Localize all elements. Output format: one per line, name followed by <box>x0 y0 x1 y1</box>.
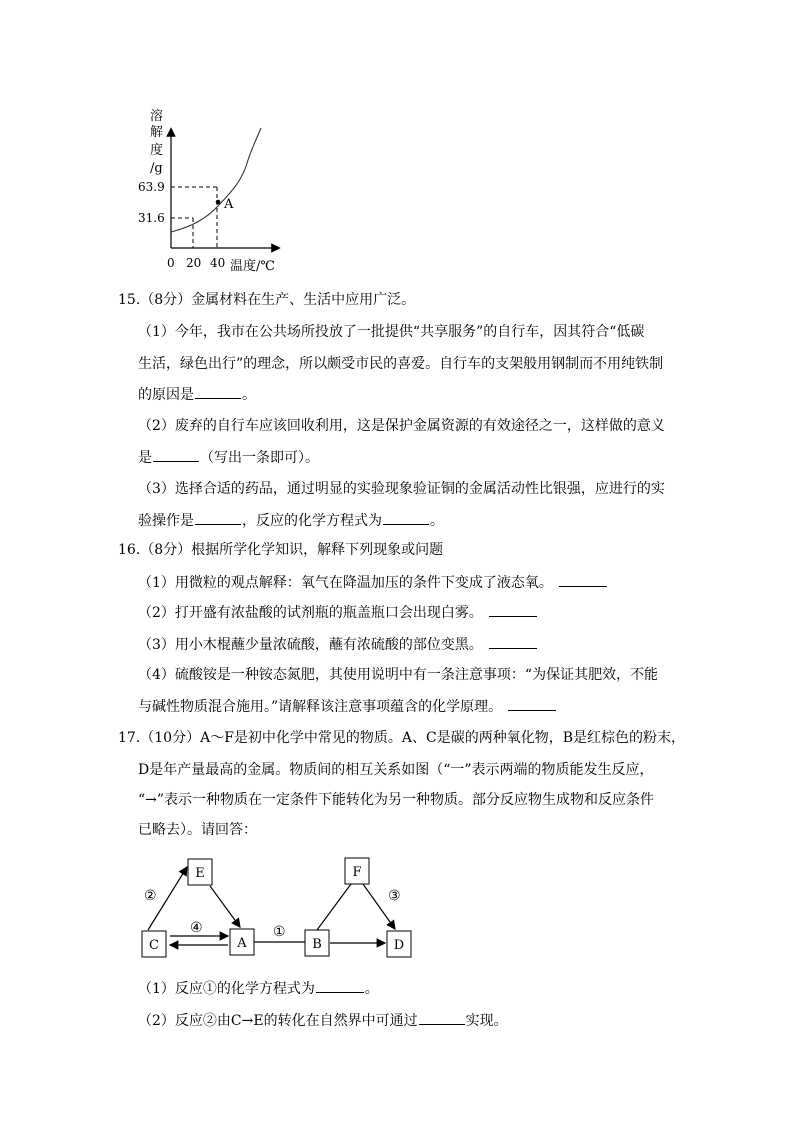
q15-p1-line3 <box>138 384 256 405</box>
q17-sub1 <box>138 978 379 999</box>
ylabel-char-3: 度 <box>150 143 164 158</box>
label-r3: ③ <box>388 888 401 904</box>
q17-sub2 <box>138 1010 508 1031</box>
label-r2: ② <box>144 888 157 904</box>
q15-p1-line2: 生活，绿色出行”的理念，所以颇受市民的喜爱。自行车的支架般用钢制而不用纯铁制 <box>138 356 664 372</box>
x-axis-label: 温度/℃ <box>230 259 275 274</box>
answer-blank[interactable] <box>195 510 241 525</box>
q15-p3-text-a: 验操作是 <box>138 513 194 529</box>
q17-sub2-text-b: 实现。 <box>465 1013 508 1029</box>
q15-p2-text-b: （写出一条即可）。 <box>200 450 319 466</box>
answer-blank[interactable] <box>559 572 607 587</box>
q15-p2-line1: （2）废弃的自行车应该回收利用，这是保护金属资源的有效途径之一，这样做的意义 <box>138 418 665 434</box>
q16-p3 <box>138 634 538 655</box>
answer-blank[interactable] <box>153 447 199 462</box>
box-c <box>142 931 166 957</box>
x-tick-20: 20 <box>186 256 202 270</box>
svg-text:A: A <box>237 936 247 951</box>
q15-p1-text: 的原因是 <box>138 387 194 403</box>
q15-p3-text-b: ，反应的化学方程式为 <box>242 513 382 529</box>
y-tick-31-6: 31.6 <box>138 211 165 225</box>
answer-blank[interactable] <box>489 634 537 649</box>
q17-line2: D是年产量最高的金属。物质间的相互关系如图（“一”表示两端的物质能发生反应， <box>138 762 654 778</box>
q16-p4-line2 <box>138 696 557 717</box>
x-tick-0: 0 <box>167 256 175 270</box>
box-e <box>188 859 212 885</box>
q16-p1 <box>138 572 608 593</box>
link-f-b <box>317 884 351 930</box>
q15-p3-text-c: 。 <box>430 513 444 529</box>
svg-text:E: E <box>195 866 205 881</box>
q16-p4-text: 与碱性物质混合施用。”请解释该注意事项蕴含的化学原理。 <box>138 699 503 715</box>
q16-p3-text: （3）用小木棍蘸少量浓硫酸，蘸有浓硫酸的部位变黑。 <box>138 637 483 653</box>
arrow-e-to-a <box>210 886 240 927</box>
label-r4: ④ <box>190 920 203 936</box>
relationship-diagram <box>130 850 430 965</box>
answer-blank[interactable] <box>419 1010 465 1025</box>
q17-sub2-text-a: （2）反应②由C→E的转化在自然界中可通过 <box>138 1013 418 1029</box>
label-r1: ① <box>273 924 286 940</box>
ylabel-char-2: 解 <box>150 125 164 140</box>
box-b <box>305 930 329 956</box>
x-tick-40: 40 <box>210 256 226 270</box>
answer-blank[interactable] <box>195 384 241 399</box>
point-a <box>216 200 221 205</box>
answer-blank[interactable] <box>383 510 429 525</box>
q16-header: 16.（8分）根据所学化学知识，解释下列现象或问题 <box>118 542 444 558</box>
q15-p2-text-a: 是 <box>138 450 152 466</box>
svg-text:D: D <box>393 938 405 953</box>
box-a <box>230 929 254 955</box>
svg-text:F: F <box>352 865 362 880</box>
q15-p3-line1: （3）选择合适的药品，通过明显的实验现象验证铜的金属活动性比银强，应进行的实 <box>138 481 665 497</box>
ylabel-char-4: /g <box>150 161 163 176</box>
answer-blank[interactable] <box>316 978 364 993</box>
box-f <box>345 858 369 884</box>
box-d <box>387 931 411 957</box>
point-a-label: A <box>224 197 234 212</box>
q15-header: 15.（8分）金属材料在生产、生活中应用广泛。 <box>118 292 416 308</box>
answer-blank[interactable] <box>508 696 556 711</box>
q17-sub1-text-a: （1）反应①的化学方程式为 <box>138 981 315 997</box>
q16-p1-text: （1）用微粒的观点解释：氧气在降温加压的条件下变成了液态氧。 <box>138 575 553 591</box>
q15-p1-line1: （1）今年，我市在公共场所投放了一批提供“共享服务”的自行车，因其符合“低碳 <box>138 324 645 340</box>
q17-line4: 已略去）。请回答： <box>138 822 257 838</box>
answer-blank[interactable] <box>489 602 537 617</box>
solubility-graph <box>130 100 290 280</box>
q16-p4-line1: （4）硫酸铵是一种铵态氮肥，其使用说明中有一条注意事项：“为保证其肥效，不能 <box>138 667 659 683</box>
q16-p2-text: （2）打开盛有浓盐酸的试剂瓶的瓶盖瓶口会出现白雾。 <box>138 605 483 621</box>
svg-text:B: B <box>312 937 322 952</box>
q16-p2 <box>138 602 538 623</box>
ylabel-char-1: 溶 <box>150 109 164 124</box>
q15-p3-line2 <box>138 510 444 531</box>
q17-line1: 17.（10分）A～F是初中化学中常见的物质。A、C是碳的两种氧化物，B是红棕色的粉末， <box>118 730 686 746</box>
solubility-curve <box>171 128 261 232</box>
q17-sub1-text-b: 。 <box>364 981 379 997</box>
q15-p2-line2 <box>138 447 319 468</box>
y-tick-63-9: 63.9 <box>138 180 165 194</box>
q15-p1-end: 。 <box>242 387 256 403</box>
q17-line3: “→”表示一种物质在一定条件下能转化为另一种物质。部分反应物生成物和反应条件 <box>138 792 655 808</box>
svg-text:C: C <box>149 938 159 953</box>
